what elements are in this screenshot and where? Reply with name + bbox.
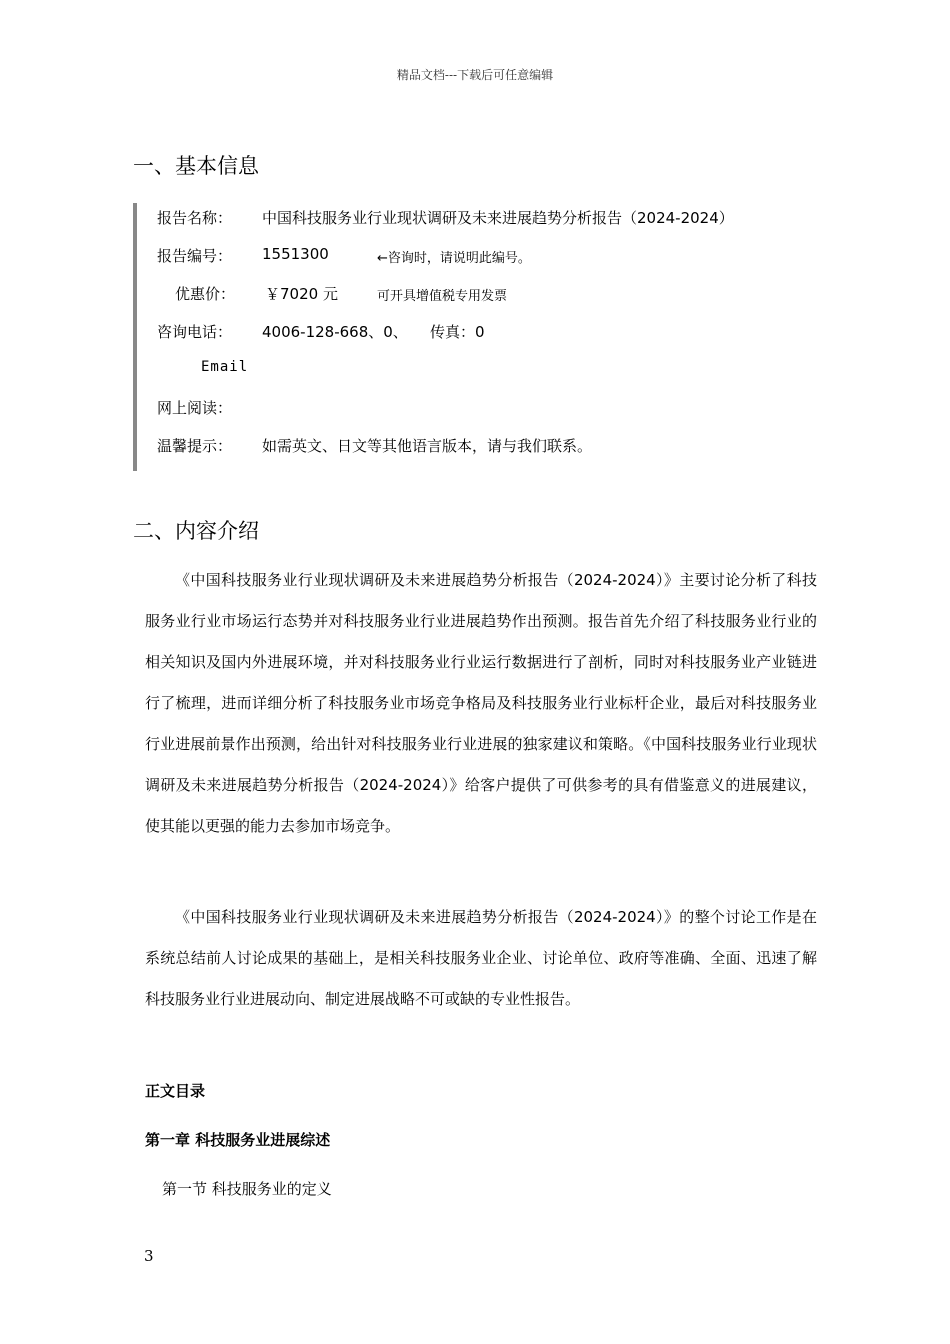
report-number-note: ←咨询时，请说明此编号。 xyxy=(377,251,531,266)
online-reading-label: 网上阅读： xyxy=(157,399,233,417)
email-label: Email xyxy=(201,359,249,375)
toc-section-1-1: 第一节 科技服务业的定义 xyxy=(162,1180,332,1198)
tip-value: 如需英文、日文等其他语言版本，请与我们联系。 xyxy=(262,437,593,455)
tip-label: 温馨提示： xyxy=(157,437,233,455)
report-name-value: 中国科技服务业行业现状调研及未来进展趋势分析报告（2024-2024） xyxy=(262,209,734,227)
report-name-label: 报告名称： xyxy=(157,209,233,227)
toc-heading: 正文目录 xyxy=(145,1082,206,1100)
report-number-value: 1551300 xyxy=(262,245,329,263)
fax-label: 传真：0 xyxy=(430,323,485,341)
intro-paragraph-1: 《中国科技服务业行业现状调研及未来进展趋势分析报告（2024-2024）》主要讨论分析了科技服务业行业市场运行态势并对科技服务业行业进展趋势作出预测。报告首先介绍了科技服务业行业的相关知识及国内外进展环境，并对科技服务业行业运行数据进行了剖析，同时对科技服务业产业链进行了梳理，进而详细分析了科技服务业市场竞争格局及科技服务业行业标杆企业，最后对科技服务业行业进展前景作出预测，给出针对科技服务业行业进展的独家建议和策略。《中国科技服务业行业现状调研及未来进展趋势分析报告（2024-2024）》给客户提供了可供参考的具有借鉴意义的进展建议，使其能以更强的能力去参加市场竞争。 xyxy=(145,571,817,835)
phone-value: 4006-128-668、0、 xyxy=(262,323,408,341)
section-title-basic-info: 一、基本信息 xyxy=(133,154,259,178)
page-header: 精品文档---下载后可任意编辑 xyxy=(396,68,554,82)
toc-chapter-1: 第一章 科技服务业进展综述 xyxy=(145,1131,331,1149)
price-value: ￥7020 元 xyxy=(265,285,338,303)
price-label: 优惠价： xyxy=(175,285,236,303)
report-number-label: 报告编号： xyxy=(157,247,233,265)
page-number: 3 xyxy=(144,1247,154,1265)
basic-info-block xyxy=(133,203,837,471)
section-title-content-intro: 二、内容介绍 xyxy=(133,519,259,543)
phone-label: 咨询电话： xyxy=(157,323,233,341)
intro-paragraph-2: 《中国科技服务业行业现状调研及未来进展趋势分析报告（2024-2024）》的整个讨论工作是在系统总结前人讨论成果的基础上，是相关科技服务业企业、讨论单位、政府等准确、全面、迅速了解科技服务业行业进展动向、制定进展战略不可或缺的专业性报告。 xyxy=(145,908,817,1008)
price-note: 可开具增值税专用发票 xyxy=(377,289,508,304)
